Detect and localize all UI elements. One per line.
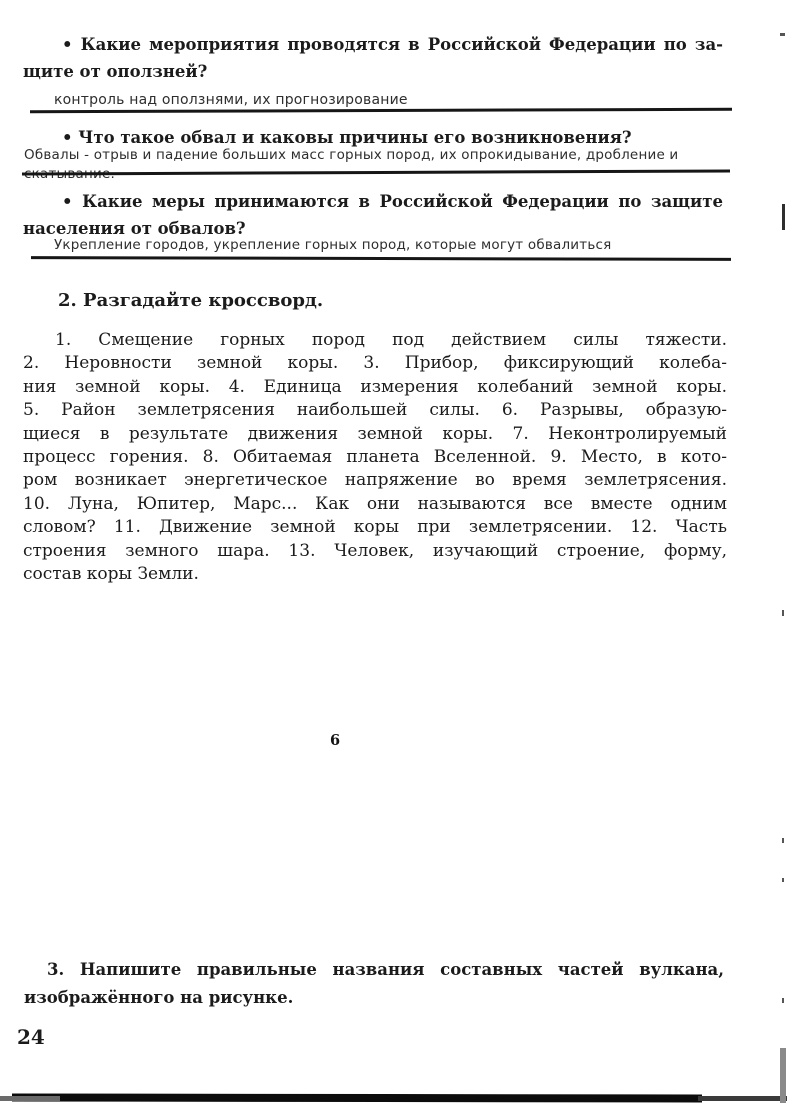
question-line: • Что такое обвал и каковы причины его возникновения? — [62, 128, 632, 147]
scan-artifact-bottom-bar-right — [698, 1096, 787, 1101]
scan-artifact-tick — [782, 998, 784, 1003]
heading-line: изображённого на рисунке. — [24, 987, 294, 1007]
question-line: населения от обвалов? — [23, 219, 246, 238]
question-line: щите от оползней? — [23, 62, 208, 81]
scan-artifact-right-edge — [780, 1048, 786, 1103]
task3-heading — [24, 956, 724, 1011]
scan-artifact-tick — [782, 838, 784, 843]
clue-line: щиеся в результате движения земной коры. 7. Неконтролируемый — [23, 423, 727, 444]
clue-line: ния земной коры. 4. Единица измерения колебаний земной коры. — [23, 376, 727, 397]
heading-line: 3. Напишите правильные названия составных частей вулкана, — [47, 960, 724, 979]
clue-line: процесс горения. 8. Обитаемая планета Вселенной. 9. Место, в кото- — [23, 447, 727, 468]
clue-line: 1. Смещение горных пород под действием силы тяжести. — [55, 330, 727, 350]
clue-line: 2. Неровности земной коры. 3. Прибор, фиксирующий колеба- — [23, 353, 727, 374]
scan-artifact-bottom-bar-left — [0, 1096, 60, 1101]
clue-line: 10. Луна, Юпитер, Марс... Как они называются все вместе одним — [23, 493, 727, 514]
clue-number: 6 — [330, 732, 341, 749]
crossword-grid — [196, 615, 536, 916]
question-line: • Какие мероприятия проводятся в Российской Федерации по за- — [62, 35, 723, 54]
handwritten-answer-3: Укрепление городов, укрепление горных пород, которые могут обвалиться — [54, 237, 612, 253]
question-3 — [23, 188, 723, 242]
clue-line: состав коры Земли. — [23, 564, 199, 585]
answer-line: Обвалы - отрыв и падение больших масс горных пород, их опрокидывание, дробление и — [24, 147, 679, 163]
clue-line: словом? 11. Движение земной коры при землетрясении. 12. Часть — [23, 517, 727, 538]
question-line: • Какие меры принимаются в Российской Федерации по защите — [62, 192, 723, 211]
answer-ruled-line — [31, 256, 731, 260]
answer-ruled-line — [30, 108, 732, 113]
task2-heading: 2. Разгадайте кроссворд. — [58, 290, 324, 311]
scan-artifact-tick — [782, 610, 784, 616]
handwritten-answer-1: контроль над оползнями, их прогнозирование — [54, 92, 408, 108]
clue-line: строения земного шара. 13. Человек, изучающий строение, форму, — [23, 540, 727, 561]
clue-line: ром возникает энергетическое напряжение во время землетрясения. — [23, 470, 727, 491]
page-number: 24 — [17, 1025, 45, 1049]
question-1 — [23, 31, 723, 85]
scan-artifact-tick — [782, 878, 784, 882]
scan-artifact-bottom-bar — [12, 1094, 702, 1103]
clue-line: 5. Район землетрясения наибольшей силы. 6. Разрывы, образую- — [23, 400, 727, 421]
crossword-clues — [23, 329, 727, 586]
handwritten-answer-2 — [24, 146, 724, 183]
scan-artifact-tick — [780, 33, 785, 36]
scan-artifact-tick — [782, 204, 785, 230]
